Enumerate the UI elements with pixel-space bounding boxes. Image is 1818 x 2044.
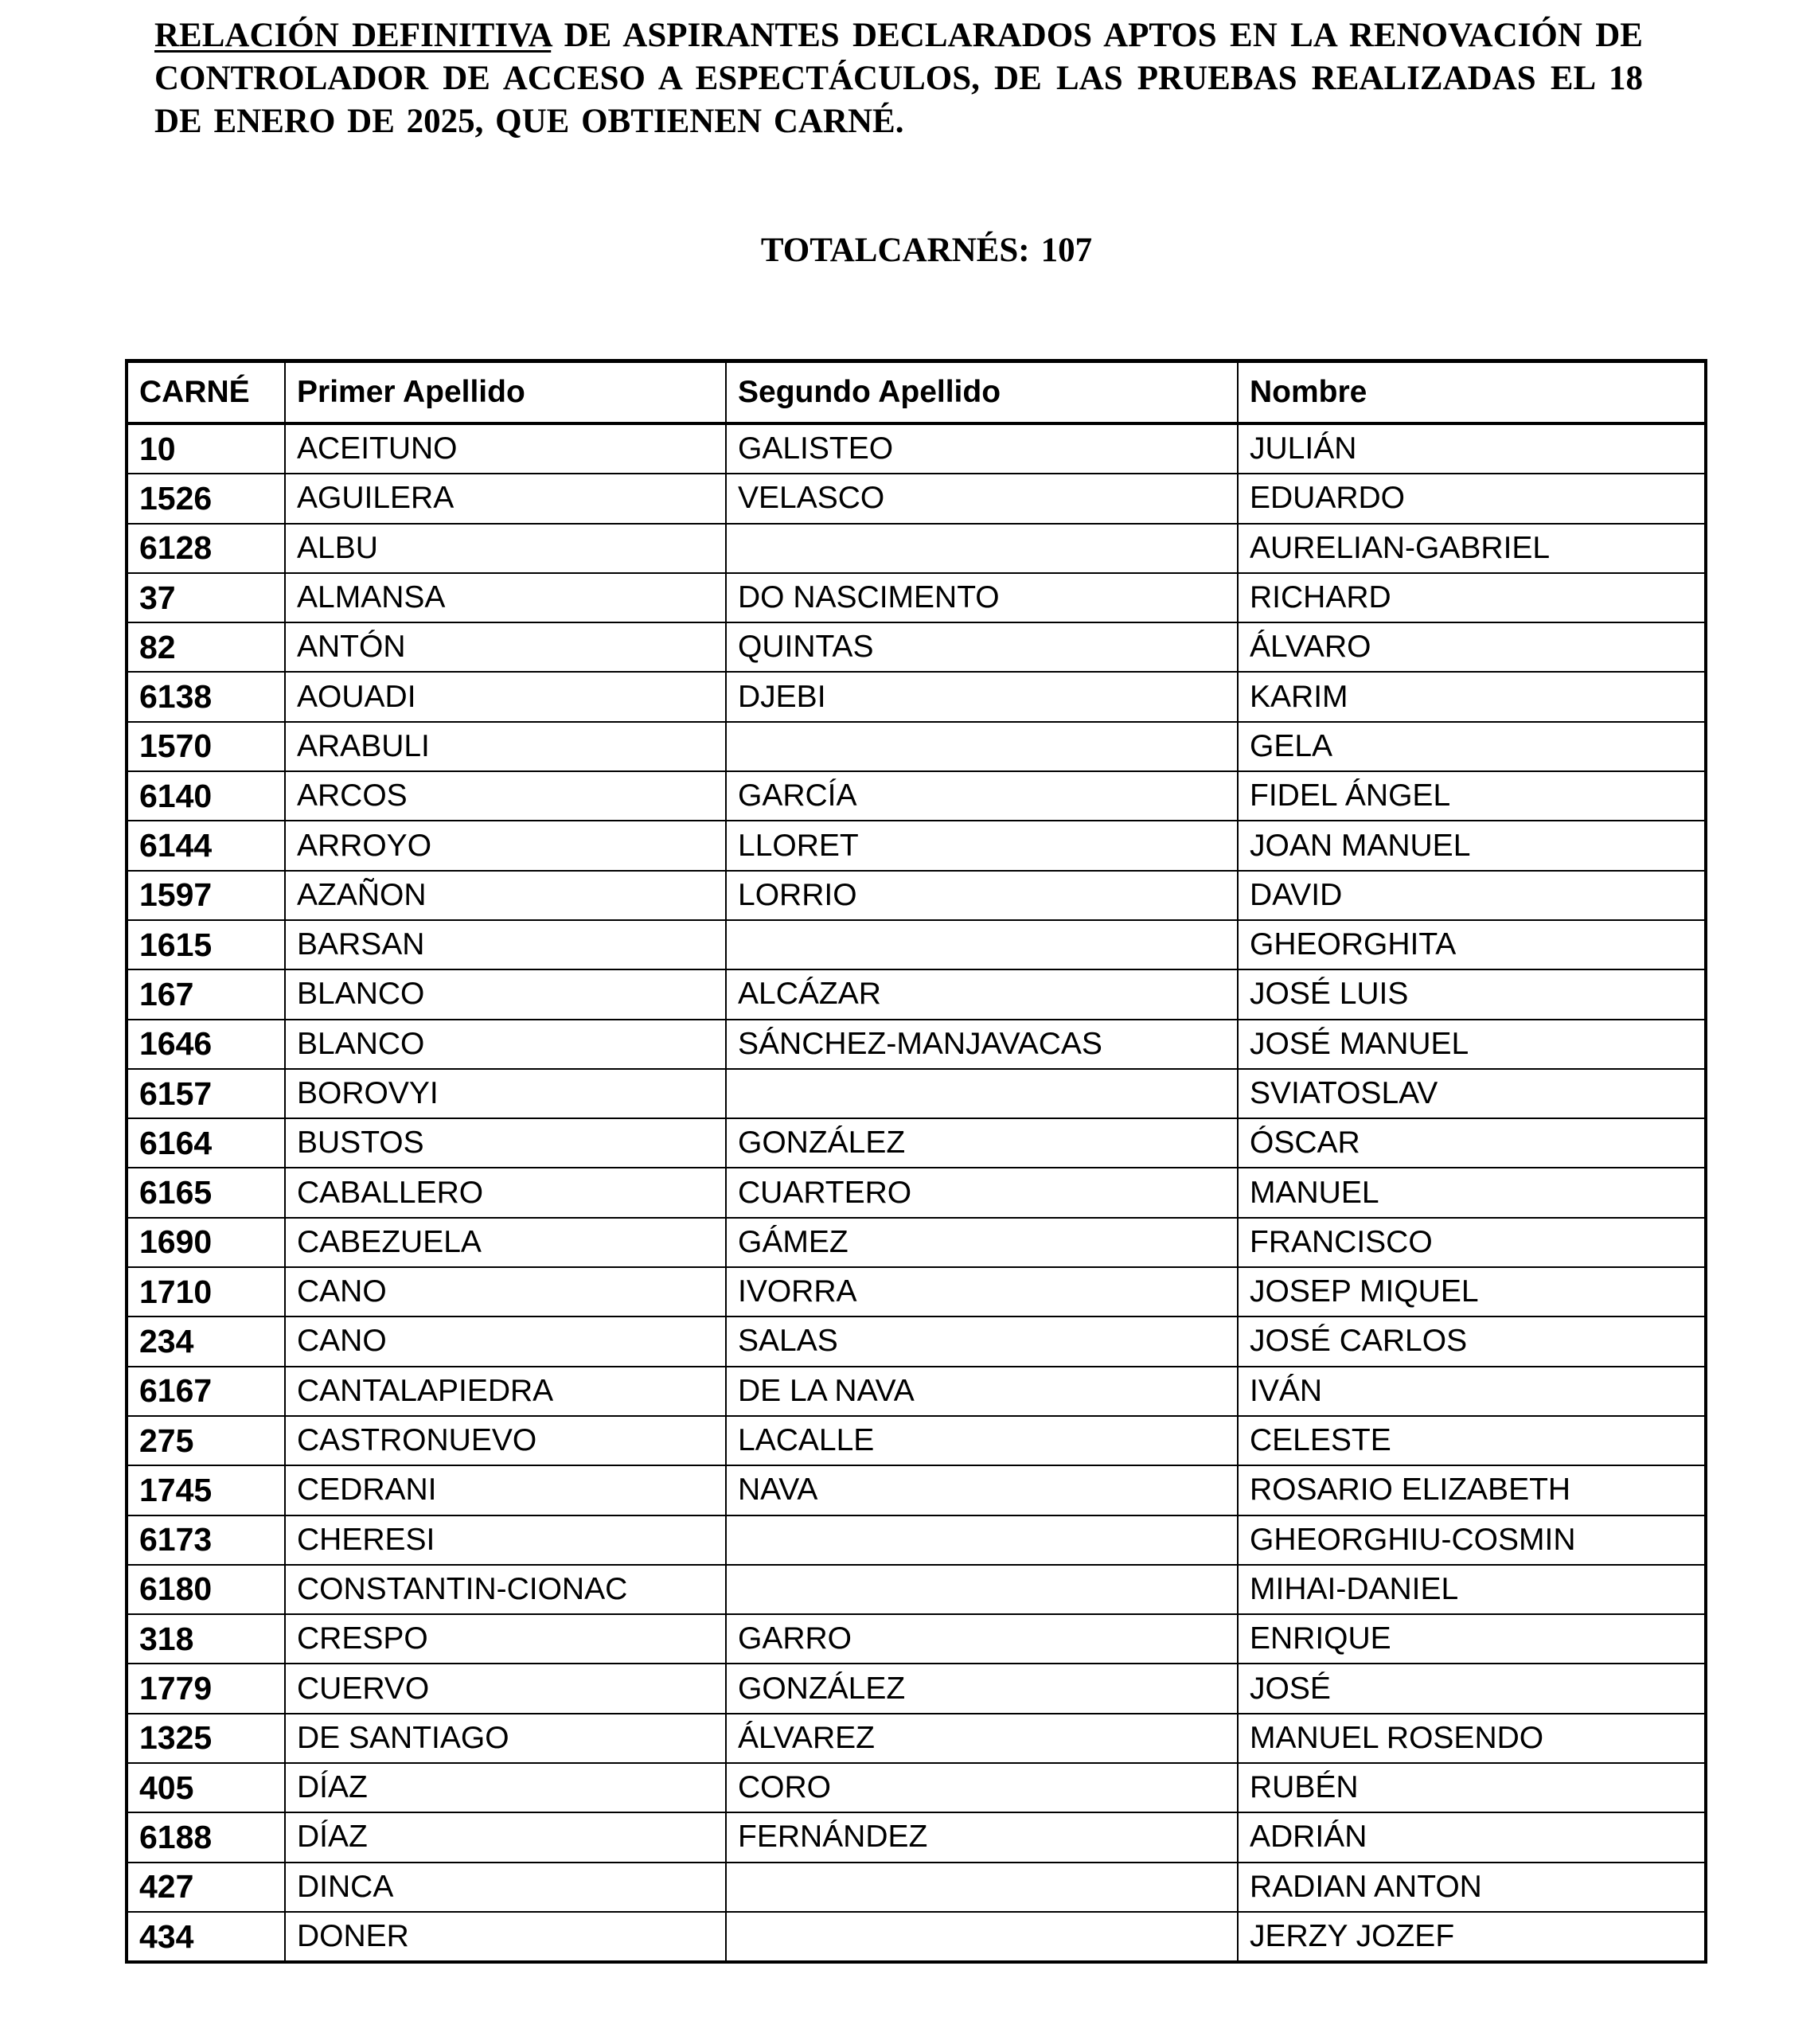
cell-nombre: FIDEL ÁNGEL <box>1238 771 1706 821</box>
cell-segundo-apellido: DO NASCIMENTO <box>726 573 1238 622</box>
cell-segundo-apellido <box>726 1912 1238 1962</box>
cell-nombre: JOSÉ MANUEL <box>1238 1020 1706 1069</box>
cell-segundo-apellido: GARCÍA <box>726 771 1238 821</box>
cell-primer-apellido: CANO <box>285 1267 726 1317</box>
cell-carne: 1690 <box>127 1218 285 1267</box>
cell-carne: 1745 <box>127 1465 285 1515</box>
cell-primer-apellido: CEDRANI <box>285 1465 726 1515</box>
table-row <box>127 1912 1706 1962</box>
column-header-nombre: Nombre <box>1238 361 1706 424</box>
cell-carne: 1597 <box>127 871 285 920</box>
cell-primer-apellido: CRESPO <box>285 1614 726 1664</box>
cell-primer-apellido: DE SANTIAGO <box>285 1714 726 1763</box>
cell-carne: 1646 <box>127 1020 285 1069</box>
cell-carne: 37 <box>127 573 285 622</box>
cell-primer-apellido: AGUILERA <box>285 474 726 523</box>
cell-primer-apellido: CONSTANTIN-CIONAC <box>285 1565 726 1614</box>
cell-primer-apellido: CABALLERO <box>285 1168 726 1217</box>
aspirants-table <box>125 359 1707 1964</box>
cell-segundo-apellido: DE LA NAVA <box>726 1367 1238 1416</box>
cell-carne: 6180 <box>127 1565 285 1614</box>
cell-primer-apellido: DINCA <box>285 1863 726 1912</box>
cell-primer-apellido: ALMANSA <box>285 573 726 622</box>
table-row <box>127 622 1706 672</box>
cell-carne: 10 <box>127 423 285 474</box>
cell-primer-apellido: CANTALAPIEDRA <box>285 1367 726 1416</box>
total-value: 107 <box>1040 232 1093 269</box>
column-header-carne: CARNÉ <box>127 361 285 424</box>
cell-carne: 1779 <box>127 1664 285 1713</box>
table-row <box>127 1664 1706 1713</box>
table-row <box>127 722 1706 771</box>
table-row <box>127 1118 1706 1168</box>
cell-segundo-apellido <box>726 524 1238 573</box>
cell-segundo-apellido: GARRO <box>726 1614 1238 1664</box>
total-label: TOTALCARNÉS: <box>760 232 1030 269</box>
cell-nombre: JOSÉ <box>1238 1664 1706 1713</box>
table-row <box>127 1812 1706 1862</box>
table-row <box>127 1367 1706 1416</box>
cell-nombre: DAVID <box>1238 871 1706 920</box>
cell-primer-apellido: ARABULI <box>285 722 726 771</box>
heading-underlined-title: RELACIÓN DEFINITIVA <box>154 17 552 54</box>
table-row <box>127 1020 1706 1069</box>
cell-primer-apellido: ANTÓN <box>285 622 726 672</box>
cell-nombre: EDUARDO <box>1238 474 1706 523</box>
cell-carne: 6144 <box>127 821 285 870</box>
cell-segundo-apellido: CORO <box>726 1763 1238 1812</box>
cell-segundo-apellido <box>726 1069 1238 1118</box>
table-row <box>127 474 1706 523</box>
cell-primer-apellido: CANO <box>285 1317 726 1366</box>
cell-segundo-apellido: IVORRA <box>726 1267 1238 1317</box>
table-row <box>127 1267 1706 1317</box>
table-row <box>127 573 1706 622</box>
cell-primer-apellido: ACEITUNO <box>285 423 726 474</box>
cell-segundo-apellido <box>726 1515 1238 1565</box>
table-row <box>127 1763 1706 1812</box>
cell-segundo-apellido: CUARTERO <box>726 1168 1238 1217</box>
table-row <box>127 1317 1706 1366</box>
cell-nombre: FRANCISCO <box>1238 1218 1706 1267</box>
table-row <box>127 1714 1706 1763</box>
cell-segundo-apellido: LACALLE <box>726 1416 1238 1465</box>
cell-carne: 427 <box>127 1863 285 1912</box>
cell-primer-apellido: CHERESI <box>285 1515 726 1565</box>
column-header-segundo-apellido: Segundo Apellido <box>726 361 1238 424</box>
total-carnes <box>0 229 1818 272</box>
cell-nombre: ENRIQUE <box>1238 1614 1706 1664</box>
table-row <box>127 1614 1706 1664</box>
cell-segundo-apellido: GALISTEO <box>726 423 1238 474</box>
cell-segundo-apellido: GÁMEZ <box>726 1218 1238 1267</box>
cell-nombre: RICHARD <box>1238 573 1706 622</box>
cell-primer-apellido: ARROYO <box>285 821 726 870</box>
cell-nombre: JULIÁN <box>1238 423 1706 474</box>
cell-segundo-apellido: DJEBI <box>726 672 1238 721</box>
cell-segundo-apellido: LORRIO <box>726 871 1238 920</box>
cell-nombre: MIHAI-DANIEL <box>1238 1565 1706 1614</box>
table-row <box>127 1863 1706 1912</box>
cell-nombre: ÓSCAR <box>1238 1118 1706 1168</box>
cell-carne: 6164 <box>127 1118 285 1168</box>
cell-segundo-apellido: LLORET <box>726 821 1238 870</box>
cell-carne: 6167 <box>127 1367 285 1416</box>
cell-primer-apellido: BARSAN <box>285 920 726 969</box>
table-row <box>127 423 1706 474</box>
cell-nombre: GHEORGHITA <box>1238 920 1706 969</box>
table-row <box>127 672 1706 721</box>
table-row <box>127 524 1706 573</box>
cell-segundo-apellido: ALCÁZAR <box>726 969 1238 1019</box>
cell-nombre: JOSÉ LUIS <box>1238 969 1706 1019</box>
cell-primer-apellido: CASTRONUEVO <box>285 1416 726 1465</box>
cell-segundo-apellido <box>726 920 1238 969</box>
heading-text: DE ASPIRANTES DECLARADOS APTOS EN LA RENOVACIÓN DE CONTROLADOR DE ACCESO A ESPECTÁCULOS, DE LAS PRUEBAS REALIZADAS EL 18 DE ENERO DE 2025, QUE OBTIENEN CARNÉ. <box>154 17 1643 140</box>
cell-primer-apellido: BUSTOS <box>285 1118 726 1168</box>
cell-carne: 6188 <box>127 1812 285 1862</box>
cell-segundo-apellido: VELASCO <box>726 474 1238 523</box>
table-row <box>127 969 1706 1019</box>
table-row <box>127 871 1706 920</box>
cell-carne: 318 <box>127 1614 285 1664</box>
cell-carne: 6138 <box>127 672 285 721</box>
cell-carne: 1710 <box>127 1267 285 1317</box>
cell-segundo-apellido: FERNÁNDEZ <box>726 1812 1238 1862</box>
cell-nombre: ROSARIO ELIZABETH <box>1238 1465 1706 1515</box>
cell-carne: 1570 <box>127 722 285 771</box>
table-row <box>127 821 1706 870</box>
cell-nombre: RADIAN ANTON <box>1238 1863 1706 1912</box>
cell-primer-apellido: AZAÑON <box>285 871 726 920</box>
cell-nombre: GHEORGHIU-COSMIN <box>1238 1515 1706 1565</box>
table-row <box>127 920 1706 969</box>
cell-nombre: JOSÉ CARLOS <box>1238 1317 1706 1366</box>
cell-primer-apellido: DÍAZ <box>285 1812 726 1862</box>
cell-primer-apellido: BOROVYI <box>285 1069 726 1118</box>
cell-carne: 6173 <box>127 1515 285 1565</box>
table-body <box>127 423 1706 1962</box>
cell-nombre: ADRIÁN <box>1238 1812 1706 1862</box>
cell-nombre: JOAN MANUEL <box>1238 821 1706 870</box>
cell-primer-apellido: BLANCO <box>285 969 726 1019</box>
cell-carne: 434 <box>127 1912 285 1962</box>
cell-nombre: GELA <box>1238 722 1706 771</box>
cell-nombre: SVIATOSLAV <box>1238 1069 1706 1118</box>
cell-segundo-apellido <box>726 1565 1238 1614</box>
cell-carne: 6140 <box>127 771 285 821</box>
cell-carne: 82 <box>127 622 285 672</box>
cell-segundo-apellido: QUINTAS <box>726 622 1238 672</box>
cell-primer-apellido: DÍAZ <box>285 1763 726 1812</box>
cell-carne: 6165 <box>127 1168 285 1217</box>
cell-segundo-apellido: NAVA <box>726 1465 1238 1515</box>
document-heading <box>154 14 1643 143</box>
cell-carne: 6157 <box>127 1069 285 1118</box>
cell-primer-apellido: DONER <box>285 1912 726 1962</box>
cell-nombre: RUBÉN <box>1238 1763 1706 1812</box>
cell-primer-apellido: ALBU <box>285 524 726 573</box>
cell-carne: 1615 <box>127 920 285 969</box>
cell-nombre: AURELIAN-GABRIEL <box>1238 524 1706 573</box>
cell-primer-apellido: CABEZUELA <box>285 1218 726 1267</box>
cell-segundo-apellido <box>726 722 1238 771</box>
column-header-primer-apellido: Primer Apellido <box>285 361 726 424</box>
cell-segundo-apellido: SÁNCHEZ-MANJAVACAS <box>726 1020 1238 1069</box>
table-row <box>127 1515 1706 1565</box>
table-row <box>127 1565 1706 1614</box>
cell-primer-apellido: CUERVO <box>285 1664 726 1713</box>
table-row <box>127 1218 1706 1267</box>
cell-nombre: CELESTE <box>1238 1416 1706 1465</box>
cell-carne: 6128 <box>127 524 285 573</box>
cell-primer-apellido: ARCOS <box>285 771 726 821</box>
table-row <box>127 1465 1706 1515</box>
cell-carne: 275 <box>127 1416 285 1465</box>
cell-primer-apellido: BLANCO <box>285 1020 726 1069</box>
cell-nombre: JERZY JOZEF <box>1238 1912 1706 1962</box>
cell-nombre: JOSEP MIQUEL <box>1238 1267 1706 1317</box>
cell-primer-apellido: AOUADI <box>285 672 726 721</box>
cell-segundo-apellido: GONZÁLEZ <box>726 1118 1238 1168</box>
table-row <box>127 1069 1706 1118</box>
table-row <box>127 1416 1706 1465</box>
cell-nombre: KARIM <box>1238 672 1706 721</box>
cell-segundo-apellido <box>726 1863 1238 1912</box>
cell-carne: 167 <box>127 969 285 1019</box>
cell-segundo-apellido: GONZÁLEZ <box>726 1664 1238 1713</box>
cell-nombre: MANUEL <box>1238 1168 1706 1217</box>
cell-segundo-apellido: SALAS <box>726 1317 1238 1366</box>
cell-nombre: MANUEL ROSENDO <box>1238 1714 1706 1763</box>
cell-carne: 1526 <box>127 474 285 523</box>
table-row <box>127 771 1706 821</box>
cell-nombre: ÁLVARO <box>1238 622 1706 672</box>
table-row <box>127 1168 1706 1217</box>
cell-carne: 405 <box>127 1763 285 1812</box>
cell-segundo-apellido: ÁLVAREZ <box>726 1714 1238 1763</box>
cell-carne: 1325 <box>127 1714 285 1763</box>
cell-nombre: IVÁN <box>1238 1367 1706 1416</box>
cell-carne: 234 <box>127 1317 285 1366</box>
table-header-row <box>127 361 1706 424</box>
